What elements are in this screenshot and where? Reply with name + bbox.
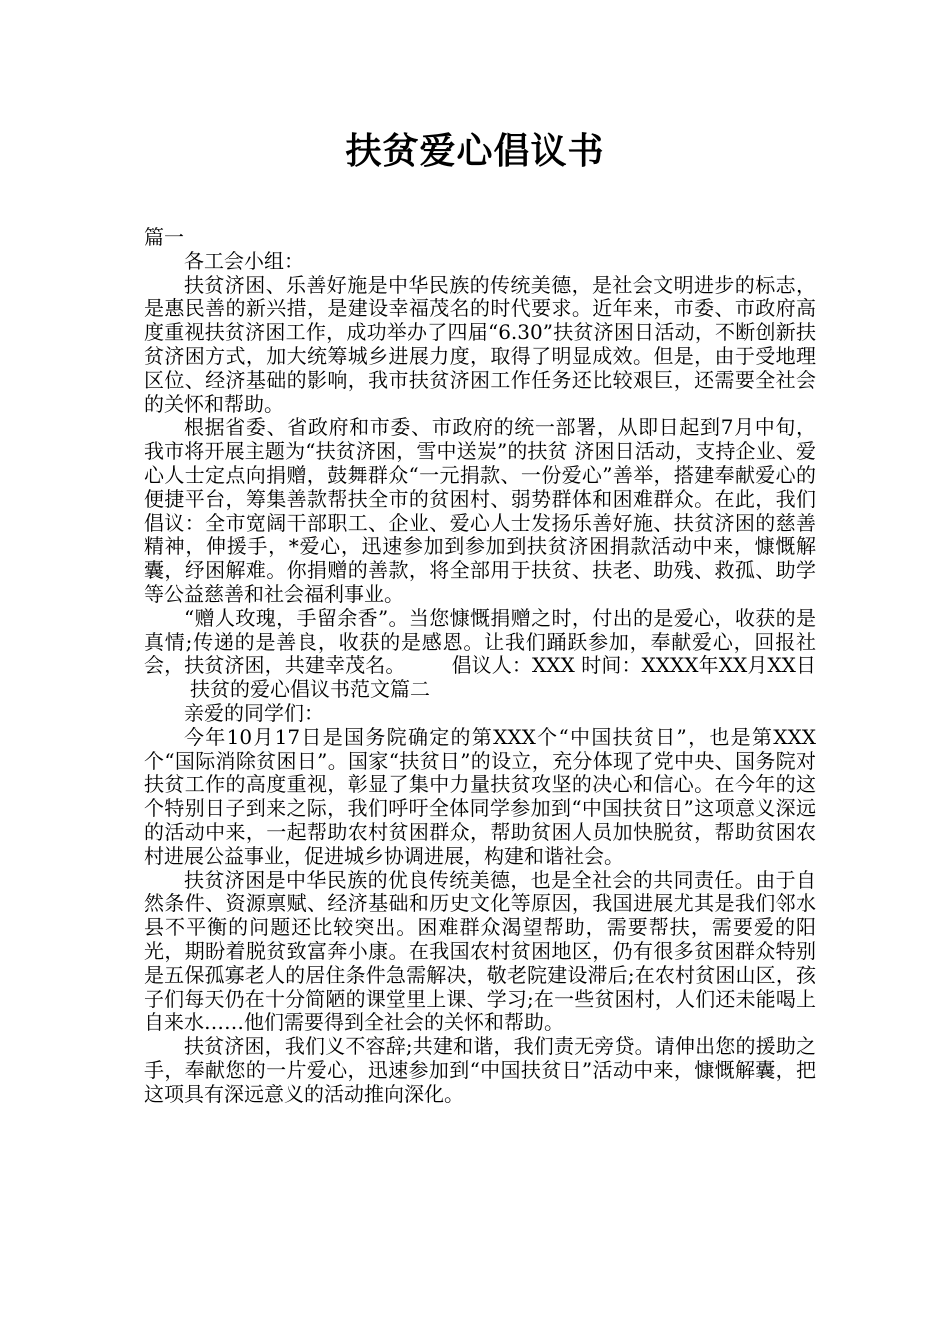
paragraph-6: 扶贫济困，我们义不容辞;共建和谐，我们责无旁贷。请伸出您的援助之手，奉献您的一片爱心，迅速参加到“中国扶贫日”活动中来，慷慨解囊，把这项具有深远意义的活动推向深化。 bbox=[144, 1034, 816, 1106]
paragraph-2: 根据省委、省政府和市委、市政府的统一部署，从即日起到7月中旬，我市将开展主题为“扶贫济困，雪中送炭”的扶贫 济困日活动，支持企业、爱心人士定点向捐赠，鼓舞群众“一元捐款、一份爱心”善举，搭建奉献爱心的便捷平台，筹集善款帮扶全市的贫困村、弱势群体和困难群众。在此，我们倡议：全市宽阔干部职工、企业、爱心人士发扬乐善好施、扶贫济困的慈善精神，伸援手，*爱心，迅速参加到参加到扶贫济困捐款活动中来，慷慨解囊，纾困解难。你捐赠的善款，将全部用于扶贫、扶老、助残、救孤、助学等公益慈善和社会福利事业。 bbox=[144, 415, 816, 606]
date-line: 时间：XXXX年XX月XX日 bbox=[581, 653, 817, 678]
paragraph-5: 扶贫济困是中华民族的优良传统美德，也是全社会的共同责任。由于自然条件、资源禀赋、经济基础和历史文化等原因，我国进展尤其是我们邻水县不平衡的问题还比较突出。困难群众渴望帮助，需要帮扶，需要爱的阳光，期盼着脱贫致富奔小康。在我国农村贫困地区，仍有很多贫困群众特别是五保孤寡老人的居住条件急需解决，敬老院建设滞后;在农村贫困山区，孩子们每天仍在十分简陋的课堂里上课、学习;在一些贫困村，人们还未能喝上自来水……他们需要得到全社会的关怀和帮助。 bbox=[144, 867, 816, 1035]
document-body bbox=[144, 226, 816, 1106]
section-label: 篇一 bbox=[144, 225, 184, 249]
salutation-2: 亲爱的同学们： bbox=[184, 700, 324, 725]
paragraph-1: 扶贫济困、乐善好施是中华民族的传统美德，是社会文明进步的标志，是惠民善的新兴措，是建设幸福茂名的时代要求。近年来，市委、市政府高度重视扶贫济困工作，成功举办了四届“6.30”扶贫济困日活动，不断创新扶贫济困方式，加大统筹城乡进展力度，取得了明显成效。但是，由于受地理区位、经济基础的影响，我市扶贫济困工作任务还比较艰巨，还需要全社会的关怀和帮助。 bbox=[144, 272, 816, 416]
section-2-label: 扶贫的爱心倡议书范文篇二 bbox=[190, 677, 430, 702]
proposer: 倡议人：XXX bbox=[451, 653, 575, 678]
salutation: 各工会小组： bbox=[184, 248, 304, 273]
document-title: 扶贫爱心倡议书 bbox=[345, 131, 605, 172]
paragraph-3-text: “赠人玫瑰，手留余香”。当您慷慨捐赠之时，付出的是爱心，收获的是真情;传递的是善良，收获的是感恩。让我们踊跃参加，奉献爱心，回报社会，扶贫济困，共建幸茂名。 bbox=[144, 605, 816, 678]
paragraph-4: 今年10月17日是国务院确定的第XXX个“中国扶贫日”，也是第XXX个“国际消除贫困日”。国家“扶贫日”的设立，充分体现了党中央、国务院对扶贫工作的高度重视，彰显了集中力量扶贫攻坚的决心和信心。在今年的这个特别日子到来之际，我们呼吁全体同学参加到“中国扶贫日”这项意义深远的活动中来，一起帮助农村贫困群众，帮助贫困人员加快脱贫，帮助贫困农村进展公益事业，促进城乡协调进展，构建和谐社会。 bbox=[144, 724, 816, 868]
paragraph-3 bbox=[144, 607, 816, 702]
